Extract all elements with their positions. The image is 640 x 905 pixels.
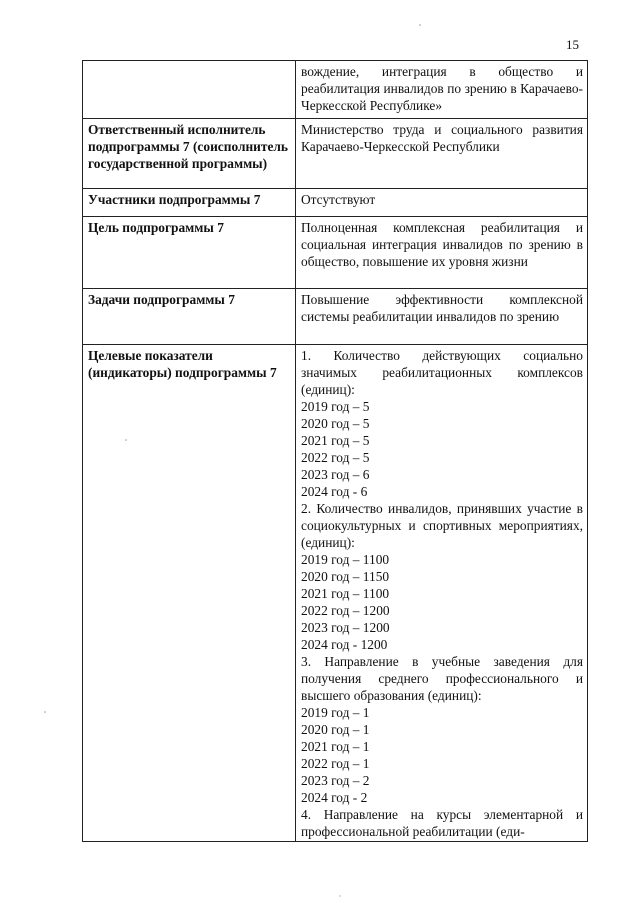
page-number: 15 (566, 37, 579, 52)
indicator-year-value: 2022 год – 1200 (301, 603, 390, 618)
row-label: Цель подпрограммы 7 (83, 217, 296, 289)
indicator-year-value: 2019 год – 5 (301, 399, 370, 414)
indicator-year-value: 2019 год – 1 (301, 705, 370, 720)
indicator-year-value: 2023 год – 2 (301, 773, 370, 788)
indicator-year-value: 2021 год – 1100 (301, 586, 390, 601)
indicator-year-value: 2024 год - 2 (301, 790, 368, 805)
indicator-year-value: 2024 год - 1200 (301, 637, 388, 652)
indicator-year-value: 2021 год – 1 (301, 739, 370, 754)
row-label: Целевые показатели (индикаторы) подпрограммы 7 (83, 345, 296, 842)
row-label: Ответственный исполнитель подпрограммы 7 (соисполнитель государственной программы) (83, 119, 296, 189)
indicator-year-value: 2020 год – 5 (301, 416, 370, 431)
indicator-year-value: 2020 год – 1150 (301, 569, 390, 584)
row-value: Министерство труда и социального развития Карачаево-Черкесской Республики (296, 119, 588, 189)
row-value: Повышение эффективности комплексной системы реабилитации инвалидов по зрению (296, 289, 588, 345)
indicator-year-value: 2024 год - 6 (301, 484, 368, 499)
indicator-title: 4. Направление на курсы элементарной и профессиональной реабилитации (еди- (301, 807, 583, 839)
indicator-year-value: 2021 год – 5 (301, 433, 370, 448)
indicator-title: 3. Направление в учебные заведения для получения среднего профессионального и высшего образования (единиц): (301, 654, 583, 703)
indicator-year-value: 2023 год – 1200 (301, 620, 390, 635)
row-value: вождение, интеграция в общество и реабилитация инвалидов по зрению в Карачаево-Черкесской Республике» (296, 61, 588, 119)
indicator-year-value: 2023 год – 6 (301, 467, 370, 482)
row-label: Задачи подпрограммы 7 (83, 289, 296, 345)
row-value: Отсутствуют (296, 189, 588, 217)
row-value: Полноценная комплексная реабилитация и социальная интеграция инвалидов по зрению в общество, повышение их уровня жизни (296, 217, 588, 289)
row-label: Участники подпрограммы 7 (83, 189, 296, 217)
indicator-year-value: 2022 год – 5 (301, 450, 370, 465)
indicator-year-value: 2020 год – 1 (301, 722, 370, 737)
indicator-title: 2. Количество инвалидов, принявших участие в социокультурных и спортивных мероприятиях, (единиц): (301, 501, 583, 550)
indicator-title: 1. Количество действующих социально значимых реабилитационных комплексов (единиц): (301, 348, 583, 397)
indicator-year-value: 2022 год – 1 (301, 756, 370, 771)
indicator-year-value: 2019 год – 1100 (301, 552, 390, 567)
